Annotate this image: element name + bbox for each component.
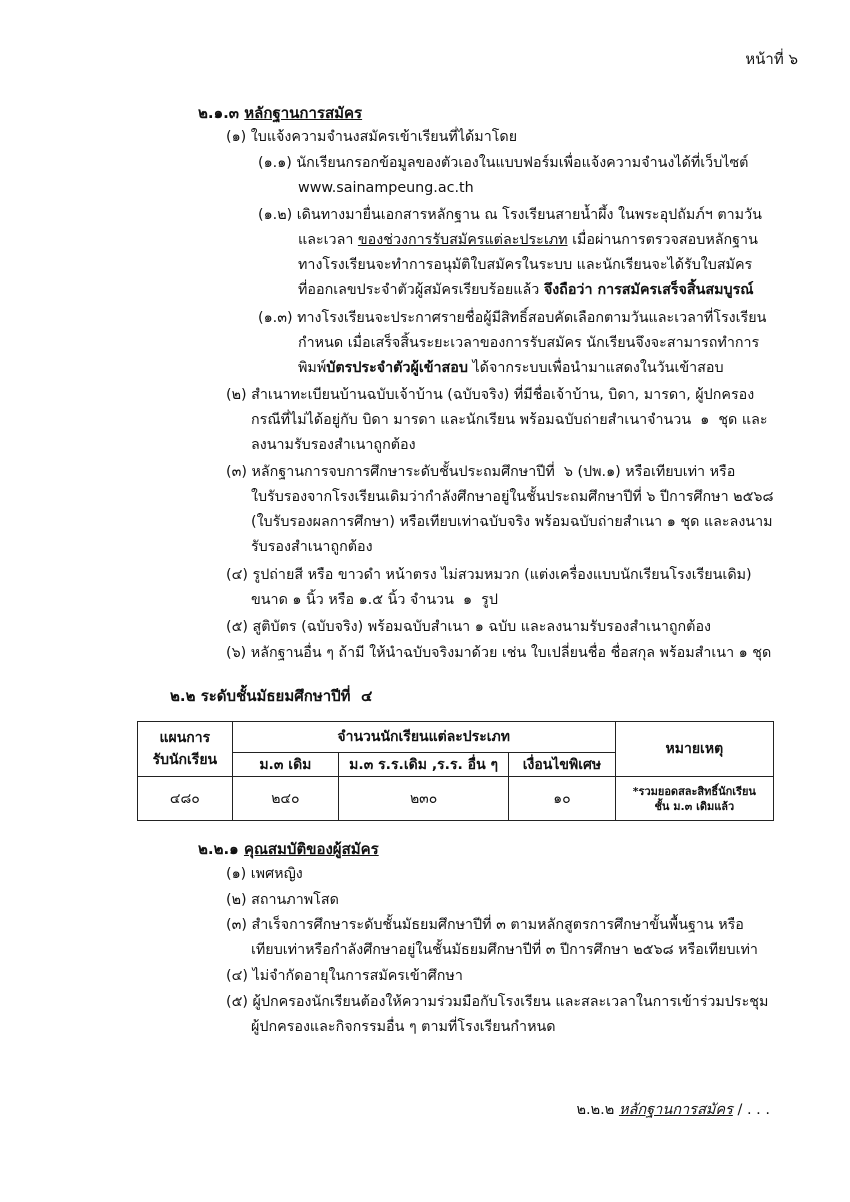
section-heading-2-1-3	[198, 103, 362, 123]
list-item: (๕) ผู้ปกครองนักเรียนต้องให้ความร่วมมือกับโรงเรียน และสละเวลาในการเข้าร่วมประชุม	[226, 994, 769, 1010]
list-item: (๑) เพศหญิง	[226, 866, 303, 882]
cell-note	[615, 777, 773, 821]
section-title: หลักฐานการสมัคร	[244, 104, 363, 122]
text-span: เมื่อผ่านการตรวจสอบหลักฐาน	[572, 232, 758, 248]
text-span: ที่ออกเลขประจำตัวผู้สมัครเรียบร้อยแล้ว	[298, 282, 540, 298]
footer-tail: / . . .	[737, 1102, 770, 1118]
cell-a: ๒๔๐	[232, 777, 338, 821]
header-col-c: เงื่อนไขพิเศษ	[509, 753, 616, 777]
header-col-b: ม.๓ ร.ร.เดิม ,ร.ร. อื่น ๆ	[339, 753, 509, 777]
header-text: แผนการ	[159, 730, 211, 746]
list-item-continued	[298, 280, 754, 300]
bold-text: จึงถือว่า การสมัครเสร็จสิ้นสมบูรณ์	[543, 282, 754, 298]
list-item-continued: เทียบเท่าหรือกำลังศึกษาอยู่ในชั้นมัธยมศึกษาปีที่ ๓ ปีการศึกษา ๒๕๖๘ หรือเทียบเท่า	[251, 942, 758, 958]
list-item: (๒) สำเนาทะเบียนบ้านฉบับเจ้าบ้าน (ฉบับจริง) ที่มีชื่อเจ้าบ้าน, บิดา, มารดา, ผู้ปกครอง	[226, 387, 755, 403]
list-item: (๔) รูปถ่ายสี หรือ ขาวดำ หน้าตรง ไม่สวมหมวก (แต่งเครื่องแบบนักเรียนโรงเรียนเดิม)	[226, 567, 752, 583]
table-header-row	[138, 722, 774, 753]
text-span: พิมพ์	[298, 360, 327, 376]
note-text: *รวมยอดสละสิทธิ์นักเรียน	[632, 784, 756, 798]
header-col-a: ม.๓ เดิม	[232, 753, 338, 777]
section-number: ๒.๒.๑	[198, 840, 239, 858]
section-heading-2-2-1	[198, 839, 379, 859]
list-item-continued	[298, 230, 758, 250]
underlined-text: ของช่วงการรับสมัครแต่ละประเภท	[357, 232, 568, 248]
table-row	[138, 777, 774, 821]
footer-number: ๒.๒.๒	[576, 1102, 615, 1118]
list-item-continued: รับรองสำเนาถูกต้อง	[251, 539, 373, 555]
list-item-continued: ลงนามรับรองสำเนาถูกต้อง	[251, 437, 416, 453]
enrollment-table	[137, 721, 774, 821]
cell-plan: ๔๘๐	[138, 777, 233, 821]
header-text: รับนักเรียน	[152, 752, 218, 768]
list-item-continued: กรณีที่ไม่ได้อยู่กับ บิดา มารดา และนักเรียน พร้อมฉบับถ่ายสำเนาจำนวน ๑ ชุด และ	[251, 412, 768, 428]
cell-c: ๑๐	[509, 777, 616, 821]
list-item: (๓) หลักฐานการจบการศึกษาระดับชั้นประถมศึกษาปีที่ ๖ (ปพ.๑) หรือเทียบเท่า หรือ	[226, 464, 736, 480]
cell-b: ๒๓๐	[339, 777, 509, 821]
list-item-continued: กำหนด เมื่อเสร็จสิ้นระยะเวลาของการรับสมัคร นักเรียนจึงจะสามารถทำการ	[298, 335, 760, 351]
list-item: (๑) ใบแจ้งความจำนงสมัครเข้าเรียนที่ได้มาโดย	[226, 129, 518, 145]
list-item: (๕) สูติบัตร (ฉบับจริง) พร้อมฉบับสำเนา ๑ ฉบับ และลงนามรับรองสำเนาถูกต้อง	[226, 619, 712, 635]
text-span: ได้จากระบบเพื่อนำมาแสดงในวันเข้าสอบ	[472, 360, 724, 376]
list-item-continued: ทางโรงเรียนจะทำการอนุมัติใบสมัครในระบบ และนักเรียนจะได้รับใบสมัคร	[298, 257, 753, 273]
list-item-continued: ผู้ปกครองและกิจกรรมอื่น ๆ ตามที่โรงเรียนกำหนด	[251, 1019, 556, 1035]
website-text: www.sainampeung.ac.th	[298, 180, 474, 196]
section-title: คุณสมบัติของผู้สมัคร	[243, 840, 379, 858]
list-item: (๔) ไม่จำกัดอายุในการสมัครเข้าศึกษา	[226, 968, 463, 984]
section-heading-2-2: ๒.๒ ระดับชั้นมัธยมศึกษาปีที่ ๔	[170, 687, 373, 705]
list-item: (๖) หลักฐานอื่น ๆ ถ้ามี ให้นำฉบับจริงมาด้วย เช่น ใบเปลี่ยนชื่อ ชื่อสกุล พร้อมสำเนา ๑ ชุด	[226, 645, 772, 661]
footer-title: หลักฐานการสมัคร	[618, 1102, 733, 1118]
list-item-continued	[298, 358, 724, 378]
list-item-continued: ขนาด ๑ นิ้ว หรือ ๑.๕ นิ้ว จำนวน ๑ รูป	[251, 592, 498, 608]
list-item: (๑.๑) นักเรียนกรอกข้อมูลของตัวเองในแบบฟอร์มเพื่อแจ้งความจำนงได้ที่เว็บไซต์	[258, 155, 749, 171]
text-span: และเวลา	[298, 232, 354, 248]
bold-text: บัตรประจำตัวผู้เข้าสอบ	[326, 360, 468, 376]
list-item: (๑.๒) เดินทางมายื่นเอกสารหลักฐาน ณ โรงเรียนสายน้ำผึ้ง ในพระอุปถัมภ์ฯ ตามวัน	[258, 207, 762, 223]
section-number: ๒.๑.๓	[198, 104, 240, 122]
list-item-continued: (ใบรับรองผลการศึกษา) หรือเทียบเท่าฉบับจริง พร้อมฉบับถ่ายสำเนา ๑ ชุด และลงนาม	[251, 514, 773, 530]
list-item: (๑.๓) ทางโรงเรียนจะประกาศรายชื่อผู้มีสิทธิ์สอบคัดเลือกตามวันและเวลาที่โรงเรียน	[258, 310, 767, 326]
footer-continuation	[576, 1098, 770, 1121]
page-number: หน้าที่ ๖	[745, 50, 798, 68]
note-text: ชั้น ม.๓ เดิมแล้ว	[654, 799, 735, 813]
list-item: (๒) สถานภาพโสด	[226, 892, 339, 908]
list-item-continued: ใบรับรองจากโรงเรียนเดิมว่ากำลังศึกษาอยู่ในชั้นประถมศึกษาปีที่ ๖ ปีการศึกษา ๒๕๖๘	[251, 489, 774, 505]
header-group: จำนวนนักเรียนแต่ละประเภท	[232, 722, 615, 753]
header-note: หมายเหตุ	[615, 722, 773, 777]
header-plan	[138, 722, 233, 777]
list-item: (๓) สำเร็จการศึกษาระดับชั้นมัธยมศึกษาปีที่ ๓ ตามหลักสูตรการศึกษาขั้นพื้นฐาน หรือ	[226, 917, 744, 933]
